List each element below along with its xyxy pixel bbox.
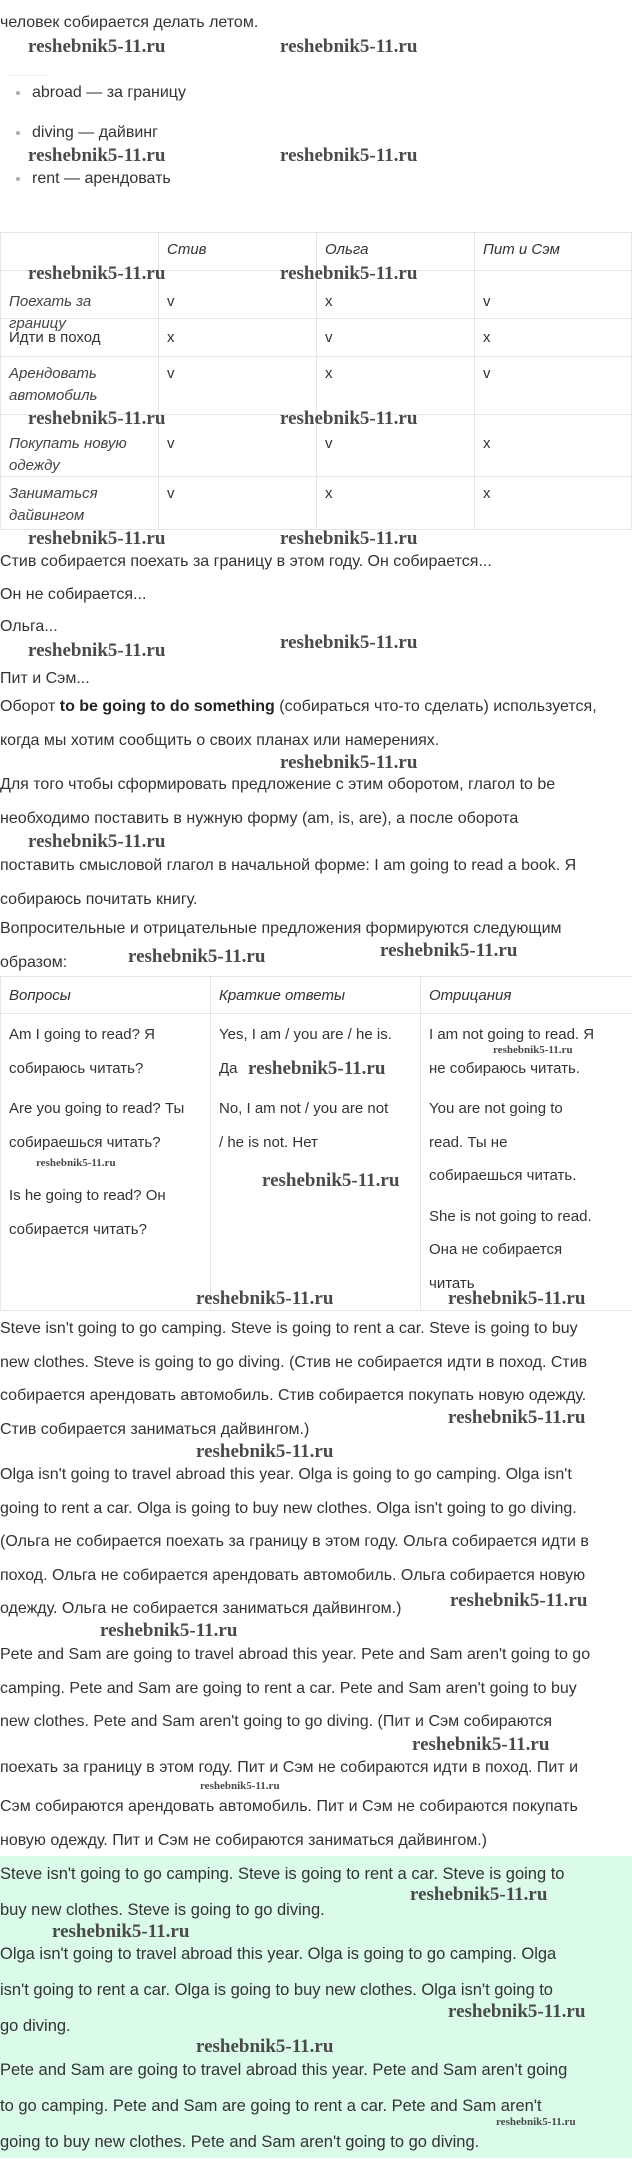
table-header-row [1,977,632,1014]
text-line: собираешься читать. [429,1167,577,1184]
text-line: Yes, I am / you are / he is. [219,1026,392,1043]
watermark: reshebnik5-11.ru [412,1734,550,1755]
text-line: Steve isn't going to go camping. Steve is going to rent a car. Steve is going to [0,1865,565,1883]
text-line: No, I am not / you are not [219,1100,389,1117]
cell: x [316,477,474,529]
text-line: Ольга... [0,618,58,635]
watermark: reshebnik5-11.ru [28,831,166,852]
watermark: reshebnik5-11.ru [28,263,166,284]
header-cell: Краткие ответы [211,977,421,1014]
watermark: reshebnik5-11.ru [280,632,418,653]
text-line: Пит и Сэм... [0,670,90,687]
text-line: собираюсь почитать книгу. [0,890,198,908]
bullet-icon [16,177,20,181]
text-line: / he is not. Нет [219,1133,318,1151]
text: (собираться что-то сделать) используется, [274,698,597,715]
text-line: isn't going to rent a car. Olga is going to buy new clothes. Olga isn't going to [0,1981,553,1999]
text-line [0,690,632,724]
text-line: Are you going to read? Ты [9,1100,185,1117]
vocab-item [16,170,171,188]
watermark: reshebnik5-11.ru [450,1590,588,1611]
watermark: reshebnik5-11.ru [36,1157,116,1169]
cell: v [316,415,474,476]
watermark: reshebnik5-11.ru [280,752,418,773]
cell: x [158,319,316,356]
watermark: reshebnik5-11.ru [196,1441,334,1462]
cell: v [158,477,316,529]
text-line: I am not going to read. Я [429,1026,595,1043]
text-line: Вопросительные и отрицательные предложения формируются следующим [0,920,562,937]
text-line: поход. Ольга не собирается арендовать автомобиль. Ольга собирается новую [0,1566,586,1584]
text-line: new clothes. Pete and Sam aren't going to go diving. (Пит и Сэм собираются [0,1713,553,1730]
bold-phrase: to be going to do something [59,698,275,715]
row-label: Покупать новую одежду [0,415,158,476]
watermark: reshebnik5-11.ru [196,1288,334,1309]
watermark: reshebnik5-11.ru [380,940,518,961]
cell: x [316,271,474,318]
text-line: собираюсь читать? [9,1059,144,1077]
text-line: camping. Pete and Sam are going to rent a car. Pete and Sam aren't going to buy [0,1679,577,1697]
watermark: reshebnik5-11.ru [128,946,266,967]
watermark: reshebnik5-11.ru [410,1884,548,1905]
header-cell: Отрицания [421,977,632,1014]
bullet-icon [16,91,20,95]
watermark: reshebnik5-11.ru [28,528,166,549]
watermark: reshebnik5-11.ru [280,145,418,166]
cell: x [474,319,632,356]
text-line: Стив собирается поехать за границу в этом году. Он собирается... [0,553,492,570]
text-line: поставить смысловой глагол в начальной форме: I am going to read a book. Я [0,857,577,874]
text-line: собираешься читать? [9,1133,161,1151]
text-line: Olga isn't going to travel abroad this year. Olga is going to go camping. Olga isn't [0,1466,572,1483]
rule-paragraph-3 [0,912,632,979]
header-cell: Вопросы [1,977,211,1014]
row-label: Поехать за границу [0,271,158,318]
cell: v [158,271,316,318]
final-olga [0,1936,632,2044]
text-line: необходимо поставить в нужную форму (am, is, are), а после оборота [0,809,519,827]
negations-cell [421,1014,632,1311]
watermark: reshebnik5-11.ru [262,1170,400,1191]
cell: v [474,357,632,414]
final-pete-sam [0,2052,632,2160]
rule-paragraph [0,690,632,757]
text-line: going to rent a car. Olga is going to buy new clothes. Olga isn't going to go diving. [0,1499,577,1517]
text-line: поехать за границу в этом году. Пит и Сэм не собираются идти в поход. Пит и [0,1758,579,1776]
header-cell: Пит и Сэм [474,233,632,270]
text-line: читать [429,1274,475,1292]
row-label: Арендовать автомобиль [0,357,158,414]
watermark: reshebnik5-11.ru [448,1407,586,1428]
watermark: reshebnik5-11.ru [196,2036,334,2057]
cell: x [316,357,474,414]
watermark: reshebnik5-11.ru [28,640,166,661]
text-line: read. Ты не [429,1133,508,1151]
header-cell: Ольга [316,233,474,270]
vocab-item [16,124,158,142]
watermark: reshebnik5-11.ru [448,2001,586,2022]
vocab-text: rent — арендовать [32,170,171,187]
text-line: Она не собирается [429,1241,563,1258]
text-line: going to buy new clothes. Pete and Sam aren't going to go diving. [0,2133,480,2151]
cell: x [474,415,632,476]
text-line: new clothes. Steve is going to go diving. (Стив не собирается идти в поход. Стив [0,1353,588,1371]
text-line: когда мы хотим сообщить о своих планах или намерениях. [0,731,440,749]
watermark: reshebnik5-11.ru [493,1044,573,1056]
watermark: reshebnik5-11.ru [248,1058,386,1079]
bullet-icon [16,131,20,135]
watermark: reshebnik5-11.ru [280,263,418,284]
text-line: собирается читать? [9,1220,147,1238]
cell: v [158,415,316,476]
forms-table [0,976,632,1311]
cell: v [158,357,316,414]
text-line: Да [219,1059,238,1077]
text-line: Am I going to read? Я [9,1026,155,1043]
text-line: Is he going to read? Он [9,1187,166,1204]
cell: v [474,271,632,318]
text-line: человек собирается делать летом. [0,14,259,31]
text-line: Pete and Sam are going to travel abroad this year. Pete and Sam aren't going to go [0,1646,591,1663]
text-line: buy new clothes. Steve is going to go diving. [0,1901,325,1919]
text-line: Он не собирается... [0,586,147,603]
text-line: Для того чтобы сформировать предложение с этим оборотом, глагол to be [0,776,556,793]
text-line: You are not going to [429,1100,563,1117]
text-line: одежду. Ольга не собирается заниматься дайвингом.) [0,1600,402,1617]
prompt [0,545,632,579]
table-row [0,476,632,530]
text-line: Steve isn't going to go camping. Steve is going to rent a car. Steve is going to buy [0,1320,578,1337]
text-line: She is not going to read. [429,1207,592,1225]
watermark: reshebnik5-11.ru [280,408,418,429]
vocab-item [16,84,186,102]
text-line: go diving. [0,2017,71,2035]
watermark: reshebnik5-11.ru [100,1620,238,1641]
text-line: новую одежду. Пит и Сэм не собираются заниматься дайвингом.) [0,1831,488,1849]
vocab-text: abroad — за границу [32,84,186,101]
text-line: образом: [0,953,68,971]
watermark: reshebnik5-11.ru [52,1921,190,1942]
text-line: Стив собирается заниматься дайвингом.) [0,1420,310,1438]
row-label: Идти в поход [0,319,158,356]
text: Оборот [0,698,60,715]
watermark: reshebnik5-11.ru [200,1780,280,1792]
watermark: reshebnik5-11.ru [448,1288,586,1309]
table-row [0,318,632,356]
text-line: собирается арендовать автомобиль. Стив собирается покупать новую одежду. [0,1387,587,1404]
prompt [0,578,632,612]
watermark: reshebnik5-11.ru [28,408,166,429]
text-line: не собираюсь читать. [429,1059,580,1077]
text-line: Сэм собираются арендовать автомобиль. Пит и Сэм не собираются покупать [0,1798,578,1815]
table-row [0,356,632,414]
text-line: to go camping. Pete and Sam are going to rent a car. Pete and Sam aren't [0,2097,542,2115]
watermark: reshebnik5-11.ru [28,36,166,57]
watermark: reshebnik5-11.ru [496,2116,576,2128]
cell: x [474,477,632,529]
watermark: reshebnik5-11.ru [280,528,418,549]
text-line: (Ольга не собирается поехать за границу в этом году. Ольга собирается идти в [0,1533,589,1550]
watermark: reshebnik5-11.ru [280,36,418,57]
intro-text [0,6,632,40]
header-cell: Стив [158,233,316,270]
cell: v [316,319,474,356]
row-label: Заниматься дайвингом [0,477,158,529]
divider [8,75,48,76]
vocab-text: diving — дайвинг [32,124,158,141]
watermark: reshebnik5-11.ru [28,145,166,166]
text-line: Olga isn't going to travel abroad this year. Olga is going to go camping. Olga [0,1945,557,1963]
text-line: Pete and Sam are going to travel abroad this year. Pete and Sam aren't going [0,2061,568,2079]
